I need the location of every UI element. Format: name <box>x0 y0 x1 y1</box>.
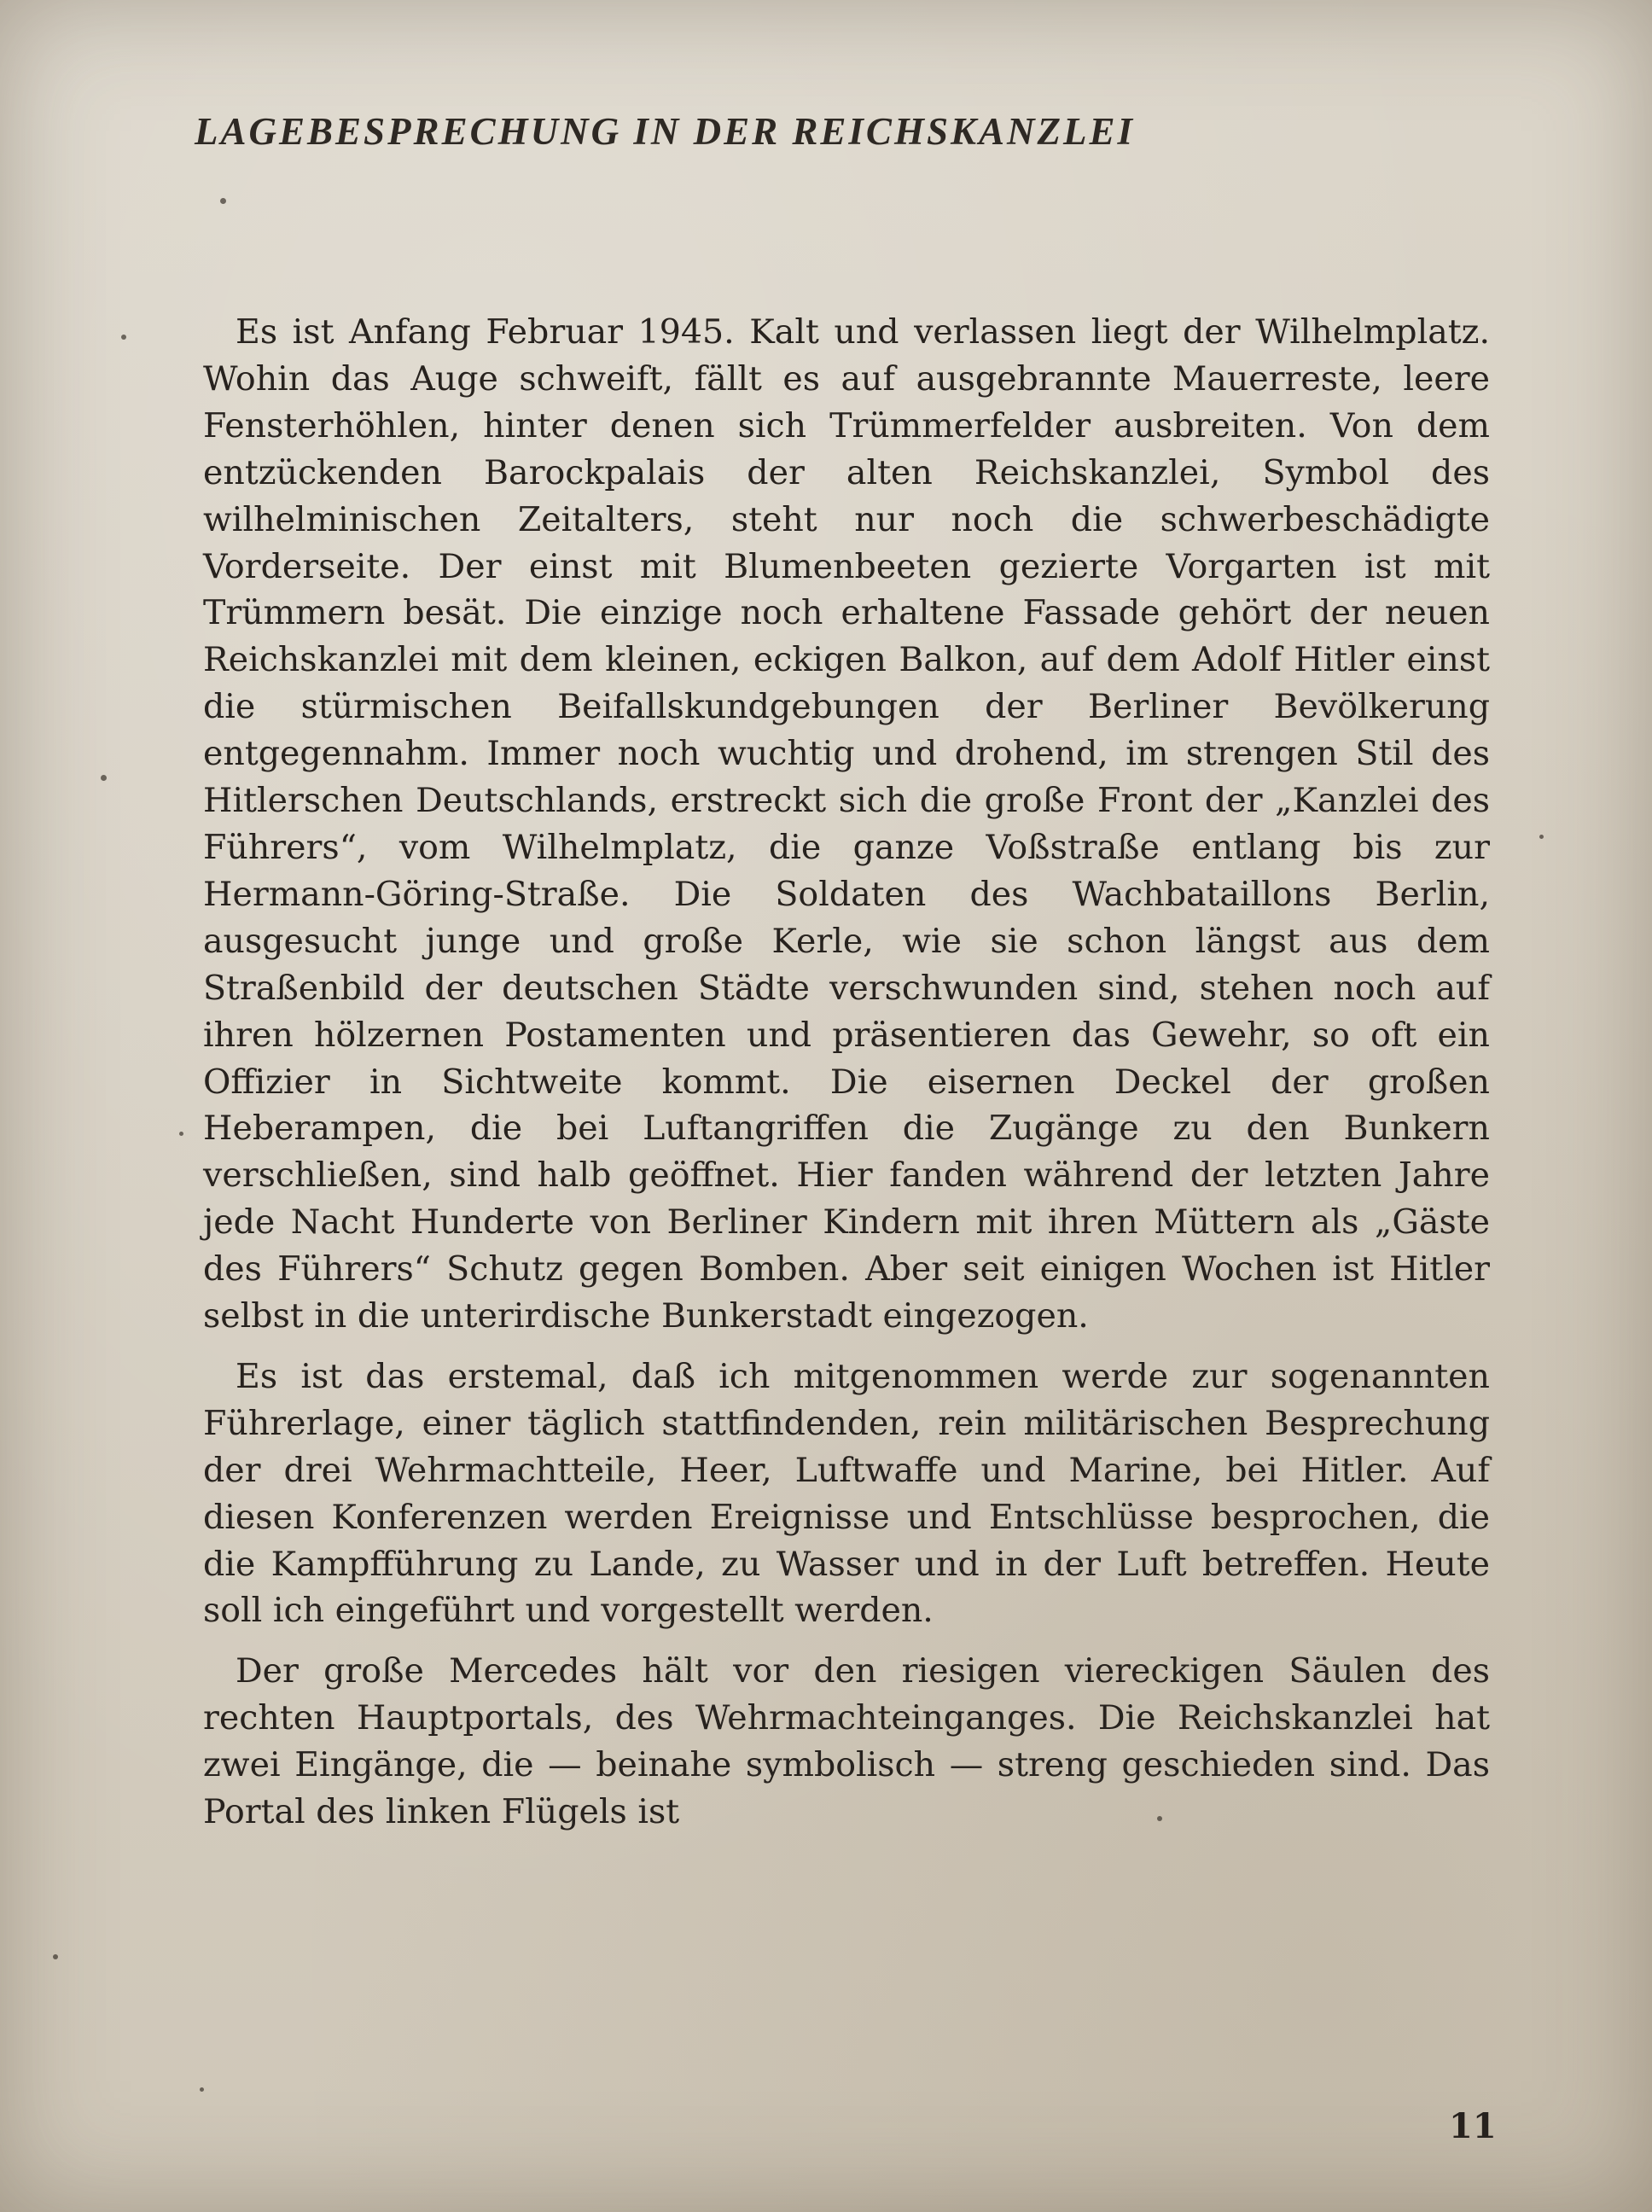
paper-speck <box>200 2087 204 2092</box>
paragraph-1: Es ist Anfang Februar 1945. Kalt und verlassen liegt der Wilhelmplatz. Wohin das Auge schweift, fällt es auf ausgebrannte Mauerreste, leere Fensterhöhlen, hinter denen sich Trümmerfelder ausbreiten. Von dem entzückenden Barockpalais der alten Reichskanzlei, Symbol des wilhelminischen Zeitalters, steht nur noch die schwerbeschädigte Vorderseite. Der einst mit Blumenbeeten gezierte Vorgarten ist mit Trümmern besät. Die einzige noch erhaltene Fassade gehört der neuen Reichskanzlei mit dem kleinen, eckigen Balkon, auf dem Adolf Hitler einst die stürmischen Beifallskundgebungen der Berliner Bevölkerung entgegennahm. Immer noch wuchtig und drohend, im strengen Stil des Hitlerschen Deutschlands, erstreckt sich die große Front der „Kanzlei des Führers“, vom Wilhelmplatz, die ganze Voßstraße entlang bis zur Hermann-Göring-Straße. Die Soldaten des Wachbataillons Berlin, ausgesucht junge und große Kerle, wie sie schon längst aus dem Straßenbild der deutschen Städte verschwunden sind, stehen noch auf ihren hölzernen Postamenten und präsentieren das Gewehr, so oft ein Offizier in Sichtweite kommt. Die eisernen Deckel der großen Heberampen, die bei Luftangriffen die Zugänge zu den Bunkern verschließen, sind halb geöffnet. Hier fanden während der letzten Jahre jede Nacht Hunderte von Berliner Kindern mit ihren Müttern als „Gäste des Führers“ Schutz gegen Bomben. Aber seit einigen Wochen ist Hitler selbst in die unterirdische Bunkerstadt eingezogen. <box>203 312 1490 1336</box>
paper-speck <box>121 335 126 340</box>
paper-speck <box>1539 835 1544 839</box>
paper-speck <box>53 1954 58 1959</box>
paper-speck <box>220 198 226 204</box>
running-head: LAGEBESPRECHUNG IN DER REICHSKANZLEI <box>195 110 1135 153</box>
paper-speck <box>101 775 107 781</box>
paragraph-2: Es ist das erstemal, daß ich mitgenommen werde zur sogenannten Führerlage, einer täglich stattfindenden, rein militärischen Besprechung der drei Wehrmachtteile, Heer, Luftwaffe und Marine, bei Hitler. Auf diesen Konferenzen werden Ereignisse und Entschlüsse besprochen, die die Kampfführung zu Lande, zu Wasser und in der Luft betreffen. Heute soll ich eingeführt und vorgestellt werden. <box>203 1356 1490 1631</box>
paragraph-3: Der große Mercedes hält vor den riesigen viereckigen Säulen des rechten Hauptportals, des Wehrmachteinganges. Die Reichskanzlei hat zwei Eingänge, die — beinahe symbolisch — streng geschieden sind. Das Portal des linken Flügels ist <box>203 1651 1490 1832</box>
paper-speck <box>179 1132 183 1136</box>
body-text <box>203 309 1490 1836</box>
page-number: 11 <box>1449 2106 1497 2146</box>
